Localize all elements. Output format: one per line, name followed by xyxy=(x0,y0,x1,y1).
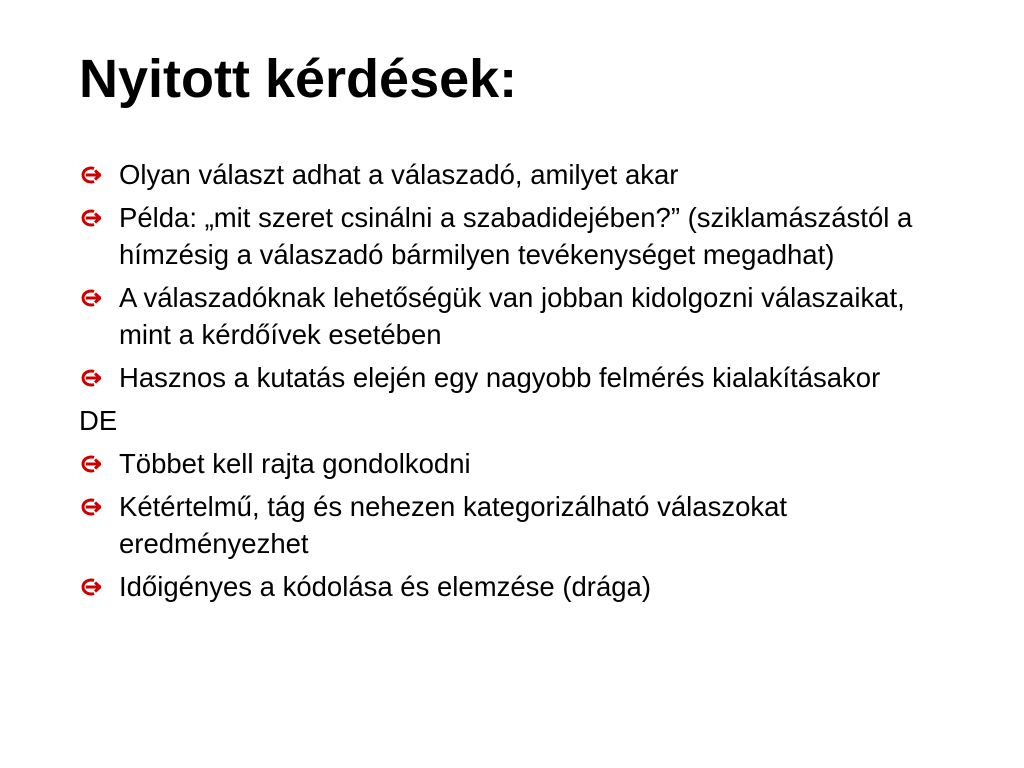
bullet-text: A válaszadóknak lehetőségük van jobban kidolgozni válaszaikat, mint a kérdőívek esetében xyxy=(119,282,905,350)
bullet-text: Példa: „mit szeret csinálni a szabadidejében?” (sziklamászástól a hímzésig a válaszadó bármilyen tevékenységet megadhat) xyxy=(119,202,913,270)
arrow-circle-icon xyxy=(79,165,101,185)
separator-text: DE xyxy=(79,405,118,436)
bullet-item xyxy=(79,445,949,482)
arrow-circle-icon xyxy=(79,454,101,474)
bullet-item xyxy=(79,488,949,562)
bullet-item xyxy=(79,568,949,605)
arrow-circle-icon xyxy=(79,288,101,308)
bullet-item xyxy=(79,279,949,353)
arrow-circle-icon xyxy=(79,368,101,388)
slide-title: Nyitott kérdések: xyxy=(79,49,518,109)
bullet-item xyxy=(79,156,949,193)
bullet-item xyxy=(79,199,949,273)
arrow-circle-icon xyxy=(79,208,101,228)
bullet-text: Többet kell rajta gondolkodni xyxy=(119,448,471,479)
bullet-text: Kétértelmű, tág és nehezen kategorizálható válaszokat eredményezhet xyxy=(119,491,788,559)
bullet-item xyxy=(79,359,949,396)
arrow-circle-icon xyxy=(79,497,101,517)
bullet-text: Időigényes a kódolása és elemzése (drága) xyxy=(119,571,651,602)
arrow-circle-icon xyxy=(79,577,101,597)
bullet-text: Olyan választ adhat a válaszadó, amilyet akar xyxy=(119,159,679,190)
slide-body xyxy=(79,156,949,611)
bullet-text: Hasznos a kutatás elején egy nagyobb felmérés kialakításakor xyxy=(119,362,881,393)
